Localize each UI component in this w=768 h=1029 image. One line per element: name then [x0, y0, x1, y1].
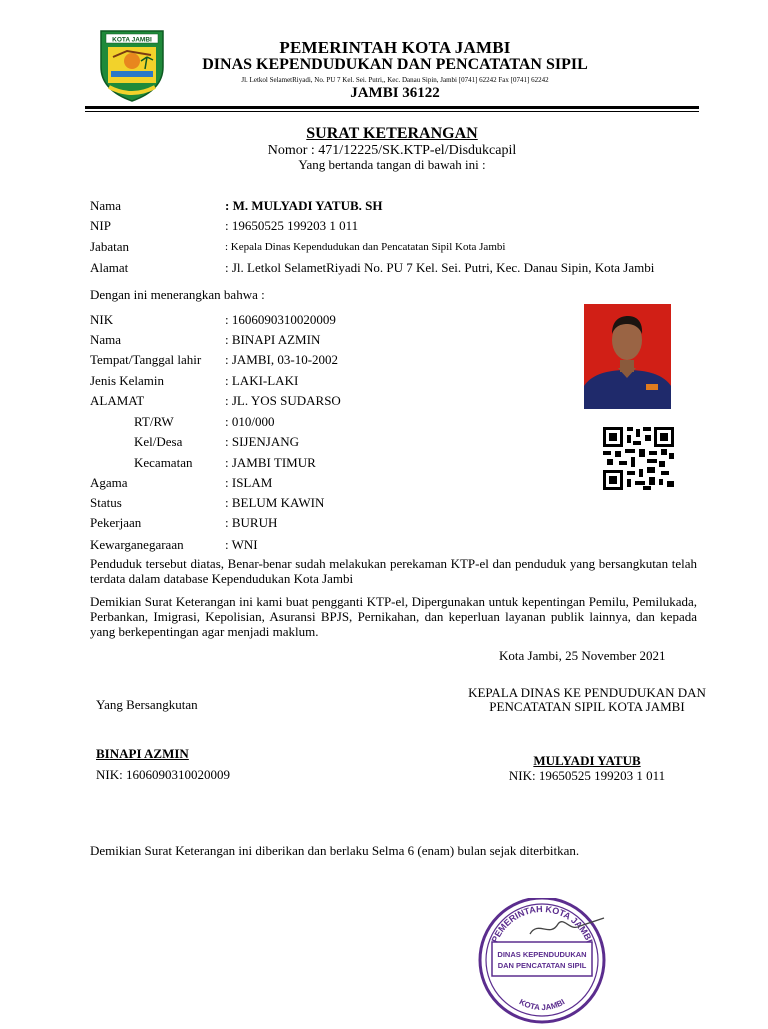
kota-jambi-logo [97, 27, 167, 103]
statement-intro: Dengan ini menerangkan bahwa : [90, 287, 265, 302]
person-village-value: : SIJENJANG [225, 434, 300, 449]
person-district-value: : JAMBI TIMUR [225, 455, 316, 470]
signer-name-label: Nama [90, 198, 122, 213]
person-address-label: ALAMAT [90, 393, 145, 408]
person-name-label: Nama [90, 332, 122, 347]
svg-text:PEMERINTAH KOTA JAMBI: PEMERINTAH KOTA JAMBI [489, 903, 595, 945]
letter-title: SURAT KETERANGAN [306, 125, 478, 142]
person-birth-value: : JAMBI, 03-10-2002 [225, 352, 339, 367]
paragraph-recorded: Penduduk tersebut diatas, Benar-benar sudah melakukan perekaman KTP-el dan penduduk yang bersangkutan telah terdata dalam database Kependudukan Kota Jambi [90, 556, 697, 586]
header-department: DINAS KEPENDUDUKAN DAN PENCATATAN SIPIL [202, 56, 588, 73]
person-religion-label: Agama [90, 475, 128, 490]
svg-text:KOTA JAMBI: KOTA JAMBI [112, 36, 152, 44]
signer-position-label: Jabatan [90, 239, 129, 254]
person-address-value: : JL. YOS SUDARSO [225, 393, 341, 408]
signature-left-nik: NIK: 1606090310020009 [96, 767, 230, 782]
person-gender-value: : LAKI-LAKI [225, 373, 299, 388]
person-district-label: Kecamatan [134, 455, 193, 470]
svg-text:KOTA JAMBI: KOTA JAMBI [517, 997, 567, 1013]
person-nik-value: : 1606090310020009 [225, 312, 336, 327]
paragraph-purpose: Demikian Surat Keterangan ini kami buat pengganti KTP-el, Dipergunakan untuk kepentingan Pemilu, Pemilukada, Perbankan, Imigrasi, Kepolisian, Asuransi BPJS, Pernikahan, dan keperluan layanan publik lainnya, dan kepada yang berkepentingan agar menjadi maklum. [90, 594, 697, 639]
validity-note: Demikian Surat Keterangan ini diberikan dan berlaku Selma 6 (enam) bulan sejak diterbitkan. [90, 843, 580, 858]
person-citizenship-label: Kewarganegaraan [90, 537, 184, 552]
header-rule-thin [85, 111, 699, 112]
place-date: Kota Jambi, 25 November 2021 [499, 648, 666, 663]
person-nik-label: NIK [90, 312, 114, 327]
signer-address-label: Alamat [90, 260, 129, 275]
person-rtrw-value: : 010/000 [225, 414, 275, 429]
signature-left-name: BINAPI AZMIN [96, 746, 189, 761]
person-status-label: Status [90, 495, 122, 510]
person-name-value: : BINAPI AZMIN [225, 332, 321, 347]
letter-number: Nomor : 471/12225/SK.KTP-el/Disdukcapil [267, 143, 517, 158]
svg-text:DAN PENCATATAN SIPIL: DAN PENCATATAN SIPIL [497, 961, 587, 970]
signer-nip-value: : 19650525 199203 1 011 [225, 218, 359, 233]
letter-intro: Yang bertanda tangan di bawah ini : [298, 157, 486, 172]
person-job-value: : BURUH [225, 515, 278, 530]
person-citizenship-value: : WNI [225, 537, 258, 552]
signature-left-caption: Yang Bersangkutan [96, 697, 198, 712]
person-photo [584, 304, 671, 409]
person-gender-label: Jenis Kelamin [90, 373, 165, 388]
signer-nip-label: NIP [90, 218, 111, 233]
signature-right-name: MULYADI YATUB [533, 753, 641, 768]
person-job-label: Pekerjaan [90, 515, 142, 530]
person-religion-value: : ISLAM [225, 475, 273, 490]
person-birth-label: Tempat/Tanggal lahir [90, 352, 202, 367]
official-stamp [472, 898, 612, 1024]
header-address: Jl. Letkol SelametRiyadi, No. PU 7 Kel. Sei. Putri,, Kec. Danau Sipin, Jambi [0741] 62242 Fax [0741] 62242 [241, 76, 549, 84]
signature-right-nip: NIK: 19650525 199203 1 011 [508, 768, 666, 783]
header-city: JAMBI 36122 [350, 85, 440, 101]
person-status-value: : BELUM KAWIN [225, 495, 325, 510]
header-rule-thick [85, 106, 699, 109]
svg-text:DINAS KEPENDUDUKAN: DINAS KEPENDUDUKAN [497, 950, 587, 959]
signer-name-value: : M. MULYADI YATUB. SH [225, 198, 383, 213]
signature-right-caption-line2: PENCATATAN SIPIL KOTA JAMBI [489, 699, 685, 714]
person-village-label: Kel/Desa [134, 434, 183, 449]
signature-right-caption-line1: KEPALA DINAS KE PENDUDUKAN DAN [468, 685, 706, 700]
qr-code [603, 427, 674, 490]
person-rtrw-label: RT/RW [134, 414, 174, 429]
signer-position-value: : Kepala Dinas Kependudukan dan Pencatatan Sipil Kota Jambi [225, 241, 506, 253]
header-government: PEMERINTAH KOTA JAMBI [279, 38, 511, 57]
signer-address-value: : Jl. Letkol SelametRiyadi No. PU 7 Kel. Sei. Putri, Kec. Danau Sipin, Kota Jambi [225, 260, 655, 275]
